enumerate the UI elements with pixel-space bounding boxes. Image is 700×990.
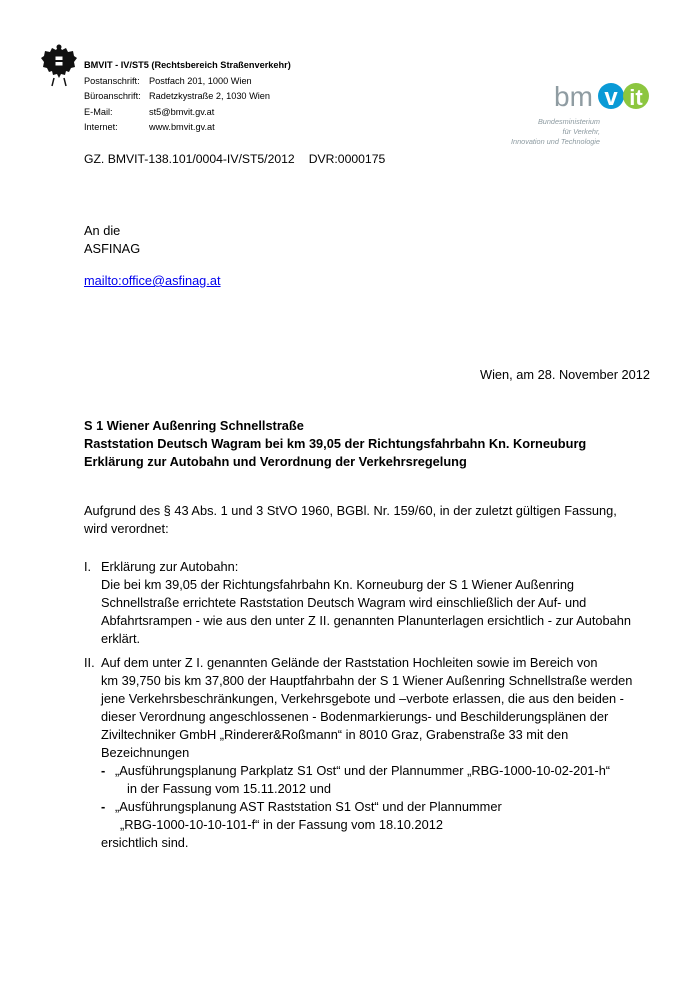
intro-line: wird verordnet: [84,521,169,536]
recipient-block [84,222,140,258]
sender-label: E-Mail: [84,106,113,117]
section-line: dieser Verordnung angeschlossenen - Bodenmarkierungs- und Beschilderungsplänen der [101,709,609,724]
sender-row [84,89,291,105]
subject-block [84,417,586,471]
logo-tagline-line: für Verkehr, [562,127,600,136]
sender-row [84,74,291,90]
section-line: Ziviltechniker GmbH „Rinderer&Roßmann“ in 8010 Graz, Grabenstraße 33 mit den [101,727,569,742]
sender-value: www.bmvit.gv.at [149,122,215,132]
list-dash: - [101,799,106,814]
dvr-number: DVR:0000175 [308,152,386,166]
subject-line: S 1 Wiener Außenring Schnellstraße [84,418,304,433]
section-line: Abfahrtsrampen - wie aus den unter Z II. genannten Planunterlagen ersichtlich - zur Autobahn [101,613,631,628]
section-line: km 39,750 bis km 37,800 der Hauptfahrbahn der S 1 Wiener Außenring Schnellstraße werden [101,673,633,688]
logo-it-text: it [629,85,643,110]
sender-org: BMVIT - IV/ST5 (Rechtsbereich Straßenverkehr) [84,60,291,70]
list-item-line: „Ausführungsplanung Parkplatz S1 Ost“ und der Plannummer „RBG-1000-10-02-201-h“ [115,763,611,778]
recipient-line: An die [84,223,121,238]
sender-label: Internet: [84,122,118,132]
section-line: Schnellstraße errichtete Raststation Deutsch Wagram wird einschließlich der Auf- und [101,595,587,610]
section-line: jene Verkehrsbeschränkungen, Verkehrsgebote und –verbote erlassen, die aus den beiden - [101,691,624,706]
subject-line: Raststation Deutsch Wagram bei km 39,05 der Richtungsfahrbahn Kn. Korneuburg [84,436,587,451]
sender-block [84,58,291,136]
section-number: II. [84,655,95,670]
bmvit-logo [552,76,662,116]
subject-line: Erklärung zur Autobahn und Verordnung der Verkehrsregelung [84,454,467,469]
logo-tagline [510,117,600,147]
section-closing: ersichtlich sind. [101,835,189,850]
list-item [101,762,664,798]
sender-row [84,120,291,136]
logo-tagline-line: Bundesministerium [537,117,600,126]
intro-line: Aufgrund des § 43 Abs. 1 und 3 StVO 1960, BGBl. Nr. 159/60, in der zuletzt gültigen Fassung, [84,503,617,518]
list-dash: - [101,763,106,778]
list-item-line: „Ausführungsplanung AST Raststation S1 Ost“ und der Plannummer [115,799,502,814]
section-line: Bezeichnungen [101,745,190,760]
document-date: Wien, am 28. November 2012 [480,367,650,382]
list-item [101,798,664,834]
gz-number: GZ. BMVIT-138.101/0004-IV/ST5/2012 [84,152,295,166]
intro-paragraph [84,502,659,538]
list-item-line: „RBG-1000-10-10-101-f“ in der Fassung vom 18.10.2012 [120,817,443,832]
section-2 [84,654,664,852]
section-title: Erklärung zur Autobahn: [101,559,239,574]
logo-tagline-line: Innovation und Technologie [511,137,600,146]
section-number: I. [84,559,92,574]
section-line: erklärt. [101,631,141,646]
austrian-eagle-emblem [40,42,78,88]
logo-bm-text: bm [554,81,593,112]
sender-value: st5@bmvit.gv.at [149,106,215,117]
sender-row [84,105,291,121]
recipient-name: ASFINAG [84,241,141,256]
section-1 [84,558,664,648]
sender-label: Postanschrift: [84,75,140,86]
list-item-line: in der Fassung vom 15.11.2012 und [127,781,331,796]
recipient-mail-link[interactable]: mailto:office@asfinag.at [84,273,221,288]
sender-value: Radetzkystraße 2, 1030 Wien [149,91,271,101]
reference-line [84,152,385,166]
section-line: Auf dem unter Z I. genannten Gelände der Raststation Hochleiten sowie im Bereich von [101,655,598,670]
sender-label: Büroanschrift: [84,91,141,101]
logo-v-text: v [604,84,618,111]
section-line: Die bei km 39,05 der Richtungsfahrbahn Kn. Korneuburg der S 1 Wiener Außenring [101,577,575,592]
sender-value: Postfach 201, 1000 Wien [149,75,252,86]
